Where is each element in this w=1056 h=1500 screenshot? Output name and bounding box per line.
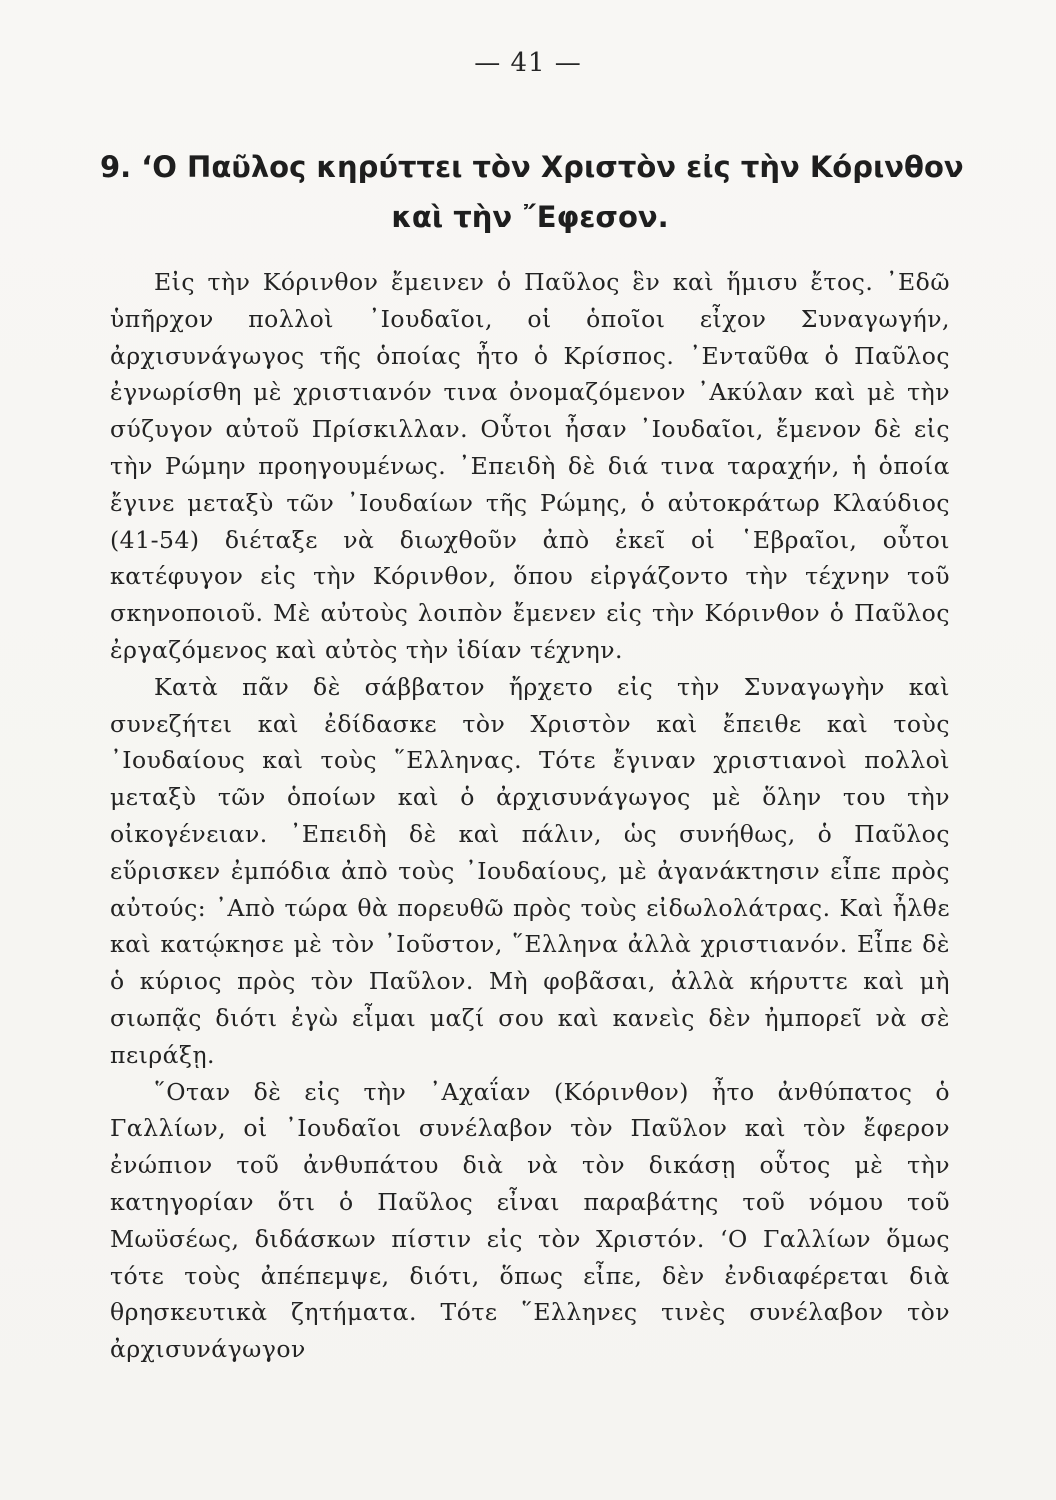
paragraph-1: Εἰς τὴν Κόρινθον ἔμεινεν ὁ Παῦλος ἓν καὶ ἥμισυ ἔτος. ᾿Εδῶ ὑπῆρχον πολλοὶ ᾿Ιουδαῖοι, οἱ ὁποῖοι εἶχον Συναγωγήν, ἀρχισυνάγωγος τῆς ὁποίας ἦτο ὁ Κρίσπος. ᾿Ενταῦθα ὁ Παῦλος ἐγνωρίσθη μὲ χριστιανόν τινα ὀνομαζόμενον ᾿Ακύλαν καὶ μὲ τὴν σύζυγον αὐτοῦ Πρίσκιλλαν. Οὗτοι ἦσαν ᾿Ιουδαῖοι, ἔμενον δὲ εἰς τὴν Ρώμην προηγουμένως. ᾿Επειδὴ δὲ διά τινα ταραχήν, ἡ ὁποία ἔγινε μεταξὺ τῶν ᾿Ιουδαίων τῆς Ρώμης, ὁ αὐτοκράτωρ Κλαύδιος (41-54) διέταξε νὰ διωχθοῦν ἀπὸ ἐκεῖ οἱ ῾Εβραῖοι, οὗτοι κατέφυγον εἰς τὴν Κόρινθον, ὅπου εἰργάζοντο τὴν τέχνην τοῦ σκηνοποιοῦ. Μὲ αὐτοὺς λοιπὸν ἔμενεν εἰς τὴν Κόρινθον ὁ Παῦλος ἐργαζόμενος καὶ αὐτὸς τὴν ἰδίαν τέχνην. — [110, 268, 950, 664]
paragraph-2: Κατὰ πᾶν δὲ σάββατον ἤρχετο εἰς τὴν Συναγωγὴν καὶ συνεζήτει καὶ ἐδίδασκε τὸν Χριστὸν καὶ ἔπειθε καὶ τοὺς ᾿Ιουδαίους καὶ τοὺς ῞Ελληνας. Τότε ἔγιναν χριστιανοὶ πολλοὶ μεταξὺ τῶν ὁποίων καὶ ὁ ἀρχισυνάγωγος μὲ ὅλην του τὴν οἰκογένειαν. ᾿Επειδὴ δὲ καὶ πάλιν, ὡς συνήθως, ὁ Παῦλος εὕρισκεν ἐμπόδια ἀπὸ τοὺς ᾿Ιουδαίους, μὲ ἀγανάκτησιν εἶπε πρὸς αὐτούς: ᾿Απὸ τώρα θὰ πορευθῶ πρὸς τοὺς εἰδωλολάτρας. Καὶ ἦλθε καὶ κατῴκησε μὲ τὸν ᾿Ιοῦστον, ῞Ελληνα ἀλλὰ χριστιανόν. Εἶπε δὲ ὁ κύριος πρὸς τὸν Παῦλον. Μὴ φοβᾶσαι, ἀλλὰ κήρυττε καὶ μὴ σιωπᾷς διότι ἐγὼ εἶμαι μαζί σου καὶ κανεὶς δὲν ἠμπορεῖ νὰ σὲ πειράξῃ. — [110, 672, 950, 1069]
section-heading-line-1: 9. ‘Ο Παῦλος κηρύττει τὸν Χριστὸν εἰς τὴν Κόρινθον — [100, 150, 964, 184]
section-heading-line-2: καὶ τὴν ῎Εφεσον. — [391, 200, 669, 234]
body-text — [110, 264, 950, 1368]
page-number: — 41 — — [474, 48, 582, 78]
section-heading — [100, 142, 964, 242]
paragraph-3: ῞Οταν δὲ εἰς τὴν ᾿Αχαΐαν (Κόρινθον) ἦτο ἀνθύπατος ὁ Γαλλίων, οἱ ᾿Ιουδαῖοι συνέλαβον τὸν Παῦλον καὶ τὸν ἔφερον ἐνώπιον τοῦ ἀνθυπάτου διὰ νὰ τὸν δικάσῃ οὗτος μὲ τὴν κατηγορίαν ὅτι ὁ Παῦλος εἶναι παραβάτης τοῦ νόμου τοῦ Μωϋσέως, διδάσκων πίστιν εἰς τὸν Χριστόν. ‘Ο Γαλλίων ὅμως τότε τοὺς ἀπέπεμψε, διότι, ὅπως εἶπε, δὲν ἐνδιαφέρεται διὰ θρησκευτικὰ ζητήματα. Τότε ῞Ελληνες τινὲς συνέλαβον τὸν ἀρχισυνάγωγον — [110, 1077, 950, 1364]
